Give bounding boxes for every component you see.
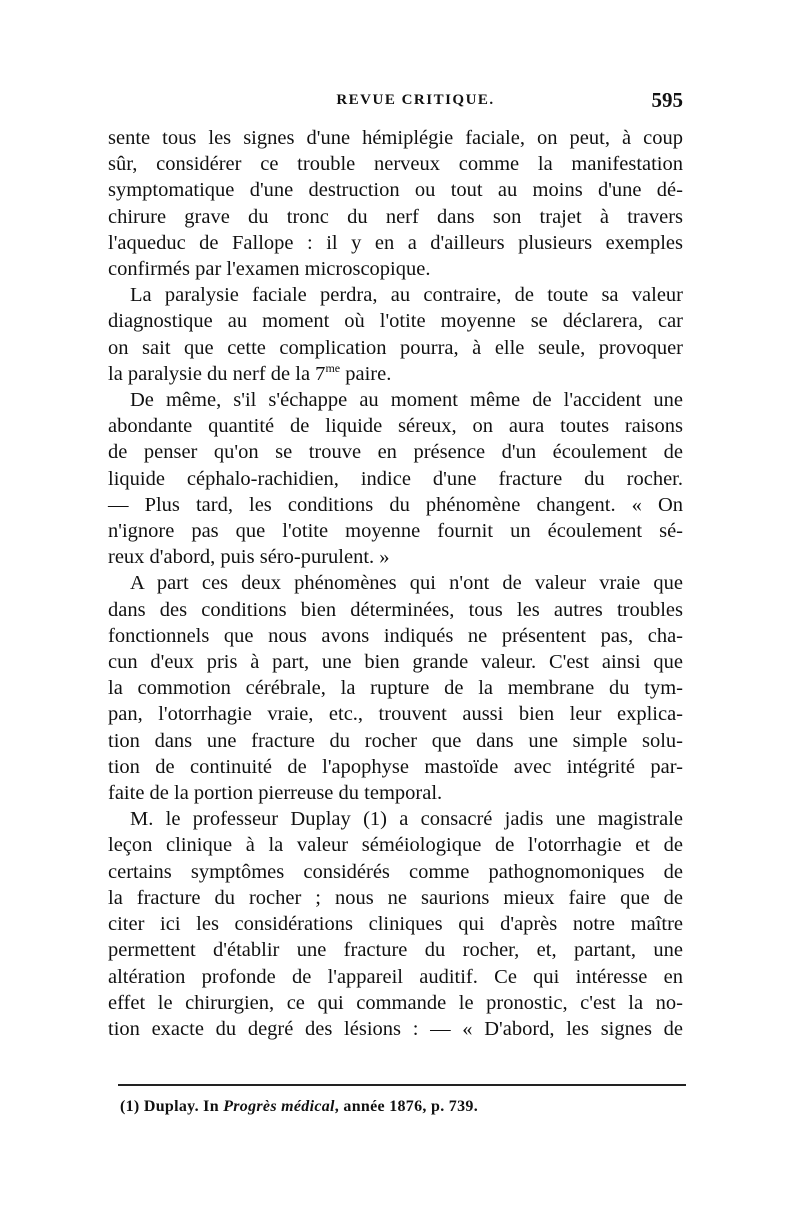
text-segment: paire.	[340, 362, 392, 385]
footnote-title: Progrès médical	[223, 1098, 335, 1115]
text-line: A part ces deux phénomènes qui n'ont de valeur vraie que	[130, 572, 683, 595]
text-line: symptomatique d'une destruction ou tout au moins d'une dé-	[108, 179, 683, 202]
paragraph-3	[108, 387, 683, 570]
text-line	[108, 361, 683, 387]
page-header	[108, 88, 683, 122]
text-line: la commotion cérébrale, la rupture de la membrane du tym-	[108, 677, 683, 700]
text-line: pan, l'otorrhagie vraie, etc., trouvent aussi bien leur explica-	[108, 703, 683, 726]
body-text	[108, 125, 683, 1042]
text-line: reux d'abord, puis séro-purulent. »	[108, 546, 390, 569]
ordinal-superscript: me	[325, 361, 341, 375]
text-line: De même, s'il s'échappe au moment même de l'accident une	[130, 389, 683, 412]
text-line: sûr, considérer ce trouble nerveux comme la manifestation	[108, 153, 683, 176]
text-line: citer ici les considérations cliniques qui d'après notre maître	[108, 913, 683, 936]
text-line: La paralysie faciale perdra, au contraire, de toute sa valeur	[130, 284, 683, 307]
footnote	[120, 1098, 478, 1116]
text-line: l'aqueduc de Fallope : il y en a d'ailleurs plusieurs exemples	[108, 231, 683, 254]
text-line: diagnostique au moment où l'otite moyenne se déclarera, car	[108, 310, 683, 333]
footnote-rule	[118, 1084, 686, 1086]
text-line: — Plus tard, les conditions du phénomène changent. « On	[108, 493, 683, 516]
text-line: cun d'eux pris à part, une bien grande valeur. C'est ainsi que	[108, 651, 683, 674]
text-line: dans des conditions bien déterminées, tous les autres troubles	[108, 598, 683, 621]
text-line: de penser qu'on se trouve en présence d'un écoulement de	[108, 441, 683, 464]
text-line: n'ignore pas que l'otite moyenne fournit un écoulement sé-	[108, 520, 683, 543]
page-number: 595	[651, 88, 683, 112]
text-line: leçon clinique à la valeur séméiologique de l'otorrhagie et de	[108, 834, 683, 857]
text-line: sente tous les signes d'une hémiplégie faciale, on peut, à coup	[108, 127, 683, 149]
text-line: faite de la portion pierreuse du temporal.	[108, 782, 443, 805]
text-line: certains symptômes considérés comme pathognomoniques de	[108, 860, 683, 883]
text-line: effet le chirurgien, ce qui commande le pronostic, c'est la no-	[108, 991, 683, 1014]
text-line: tion dans une fracture du rocher que dans une simple solu-	[108, 729, 683, 752]
text-segment: la paralysie du nerf de la 7	[108, 362, 326, 385]
text-line: M. le professeur Duplay (1) a consacré jadis une magistrale	[130, 808, 683, 831]
text-line: liquide céphalo-rachidien, indice d'une fracture du rocher.	[108, 467, 683, 490]
text-line: on sait que cette complication pourra, à elle seule, provoquer	[108, 336, 683, 359]
paragraph-4	[108, 570, 683, 806]
text-line: tion de continuité de l'apophyse mastoïde avec intégrité par-	[108, 755, 683, 778]
paragraph-1	[108, 125, 683, 282]
text-line: abondante quantité de liquide séreux, on aura toutes raisons	[108, 415, 683, 438]
text-line: fonctionnels que nous avons indiqués ne présentent pas, cha-	[108, 624, 683, 647]
paragraph-5	[108, 806, 683, 1042]
text-line: la fracture du rocher ; nous ne saurions mieux faire que de	[108, 886, 683, 909]
text-line: tion exacte du degré des lésions : — « D'abord, les signes de	[108, 1017, 683, 1040]
text-line: chirure grave du tronc du nerf dans son trajet à travers	[108, 205, 683, 228]
text-line: altération profonde de l'appareil auditif. Ce qui intéresse en	[108, 965, 683, 988]
running-head: REVUE CRITIQUE.	[336, 92, 495, 108]
footnote-prefix: (1) Duplay. In	[120, 1098, 224, 1115]
paragraph-2	[108, 282, 683, 387]
text-line: confirmés par l'examen microscopique.	[108, 258, 431, 281]
footnote-suffix: , année 1876, p. 739.	[334, 1098, 478, 1115]
text-line: permettent d'établir une fracture du rocher, et, partant, une	[108, 939, 683, 962]
